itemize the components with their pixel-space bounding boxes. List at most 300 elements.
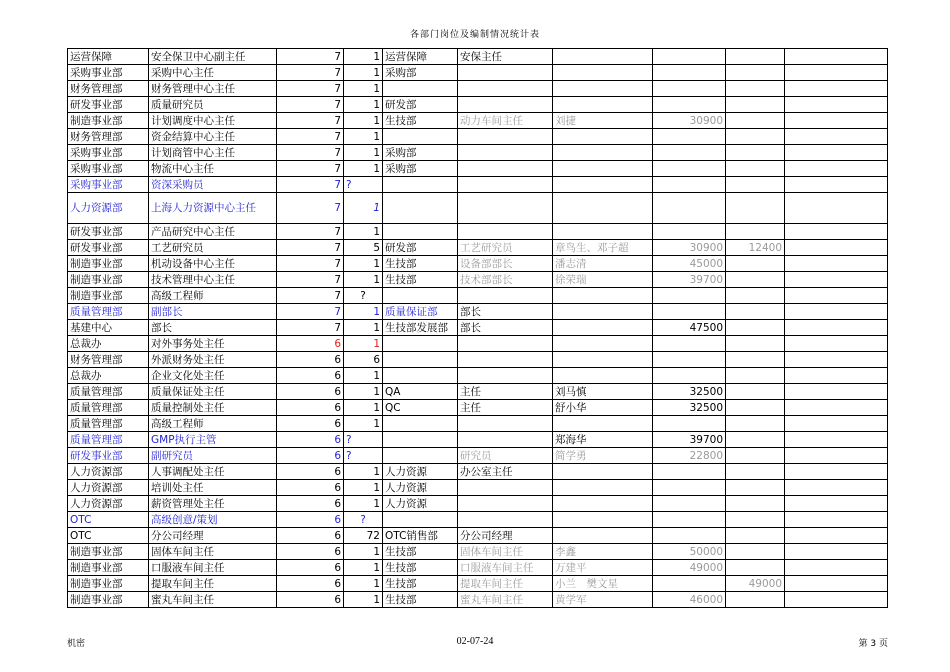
cell-extra-2[interactable] (785, 528, 888, 544)
cell-salary[interactable] (653, 97, 726, 113)
cell-headcount[interactable]: 1 (344, 336, 383, 352)
cell-extra-2[interactable] (785, 129, 888, 145)
cell-salary[interactable]: 32500 (653, 400, 726, 416)
cell-position[interactable]: 财务管理中心主任 (149, 81, 277, 97)
cell-mapped-title[interactable]: 固体车间主任 (458, 544, 553, 560)
cell-position[interactable]: 计划商管中心主任 (149, 145, 277, 161)
cell-holder[interactable] (553, 177, 653, 193)
cell-extra-1[interactable] (726, 512, 785, 528)
cell-extra-1[interactable] (726, 496, 785, 512)
cell-extra-2[interactable] (785, 576, 888, 592)
cell-grade[interactable]: 7 (277, 288, 344, 304)
cell-extra-1[interactable] (726, 480, 785, 496)
cell-mapped-dept[interactable]: 生技部 (383, 272, 458, 288)
cell-department[interactable]: 采购事业部 (68, 161, 149, 177)
cell-mapped-dept[interactable]: 生技部 (383, 592, 458, 608)
cell-extra-2[interactable] (785, 161, 888, 177)
cell-grade[interactable]: 7 (277, 145, 344, 161)
cell-grade[interactable]: 6 (277, 480, 344, 496)
cell-extra-1[interactable] (726, 97, 785, 113)
cell-extra-2[interactable] (785, 592, 888, 608)
cell-salary[interactable] (653, 528, 726, 544)
cell-headcount[interactable]: 1 (344, 49, 383, 65)
cell-mapped-title[interactable]: 蜜丸车间主任 (458, 592, 553, 608)
cell-holder[interactable]: 黄学军 (553, 592, 653, 608)
cell-extra-1[interactable] (726, 113, 785, 129)
cell-mapped-title[interactable]: 技术部部长 (458, 272, 553, 288)
cell-holder[interactable] (553, 464, 653, 480)
cell-extra-2[interactable] (785, 81, 888, 97)
cell-extra-2[interactable] (785, 352, 888, 368)
cell-mapped-title[interactable]: 主任 (458, 384, 553, 400)
cell-holder[interactable] (553, 65, 653, 81)
cell-mapped-title[interactable]: 研究员 (458, 448, 553, 464)
cell-headcount[interactable]: 1 (344, 304, 383, 320)
cell-salary[interactable] (653, 576, 726, 592)
cell-mapped-dept[interactable]: 采购部 (383, 145, 458, 161)
cell-mapped-dept[interactable]: 采购部 (383, 65, 458, 81)
cell-salary[interactable] (653, 368, 726, 384)
cell-salary[interactable] (653, 304, 726, 320)
cell-mapped-dept[interactable]: OTC销售部 (383, 528, 458, 544)
cell-department[interactable]: 财务管理部 (68, 129, 149, 145)
cell-headcount[interactable]: 1 (344, 129, 383, 145)
cell-position[interactable]: 高级工程师 (149, 288, 277, 304)
cell-salary[interactable]: 30900 (653, 113, 726, 129)
cell-extra-2[interactable] (785, 97, 888, 113)
cell-salary[interactable]: 50000 (653, 544, 726, 560)
cell-extra-2[interactable] (785, 49, 888, 65)
cell-department[interactable]: 制造事业部 (68, 288, 149, 304)
cell-salary[interactable] (653, 288, 726, 304)
cell-headcount[interactable]: 1 (344, 256, 383, 272)
cell-extra-2[interactable] (785, 256, 888, 272)
cell-position[interactable]: 部长 (149, 320, 277, 336)
cell-headcount[interactable]: 1 (344, 320, 383, 336)
cell-department[interactable]: 质量管理部 (68, 416, 149, 432)
cell-holder[interactable] (553, 97, 653, 113)
cell-extra-1[interactable] (726, 161, 785, 177)
cell-extra-1[interactable] (726, 592, 785, 608)
cell-department[interactable]: 制造事业部 (68, 592, 149, 608)
cell-extra-1[interactable] (726, 416, 785, 432)
cell-holder[interactable]: 简学勇 (553, 448, 653, 464)
cell-department[interactable]: 制造事业部 (68, 272, 149, 288)
cell-department[interactable]: 制造事业部 (68, 113, 149, 129)
cell-grade[interactable]: 7 (277, 129, 344, 145)
cell-salary[interactable] (653, 193, 726, 224)
cell-holder[interactable] (553, 480, 653, 496)
cell-grade[interactable]: 7 (277, 177, 344, 193)
cell-position[interactable]: 物流中心主任 (149, 161, 277, 177)
cell-salary[interactable] (653, 177, 726, 193)
cell-position[interactable]: 口服液车间主任 (149, 560, 277, 576)
cell-extra-2[interactable] (785, 560, 888, 576)
cell-salary[interactable] (653, 129, 726, 145)
cell-extra-1[interactable] (726, 352, 785, 368)
cell-grade[interactable]: 6 (277, 384, 344, 400)
cell-extra-1[interactable]: 12400 (726, 240, 785, 256)
cell-department[interactable]: 财务管理部 (68, 352, 149, 368)
cell-mapped-title[interactable]: 动力车间主任 (458, 113, 553, 129)
cell-holder[interactable]: 小兰 樊文星 (553, 576, 653, 592)
cell-headcount[interactable]: 1 (344, 65, 383, 81)
cell-position[interactable]: 固体车间主任 (149, 544, 277, 560)
cell-extra-2[interactable] (785, 400, 888, 416)
cell-extra-1[interactable] (726, 288, 785, 304)
cell-department[interactable]: 质量管理部 (68, 400, 149, 416)
cell-extra-2[interactable] (785, 193, 888, 224)
cell-extra-1[interactable] (726, 560, 785, 576)
cell-department[interactable]: 研发事业部 (68, 97, 149, 113)
cell-grade[interactable]: 6 (277, 576, 344, 592)
cell-position[interactable]: 蜜丸车间主任 (149, 592, 277, 608)
cell-holder[interactable]: 潘志清 (553, 256, 653, 272)
cell-mapped-title[interactable] (458, 416, 553, 432)
cell-grade[interactable]: 6 (277, 544, 344, 560)
cell-holder[interactable] (553, 320, 653, 336)
cell-mapped-title[interactable] (458, 193, 553, 224)
cell-holder[interactable] (553, 304, 653, 320)
cell-mapped-dept[interactable] (383, 129, 458, 145)
cell-mapped-title[interactable] (458, 224, 553, 240)
cell-holder[interactable] (553, 129, 653, 145)
cell-headcount[interactable]: 1 (344, 145, 383, 161)
cell-extra-2[interactable] (785, 480, 888, 496)
cell-holder[interactable] (553, 49, 653, 65)
cell-department[interactable]: 人力资源部 (68, 496, 149, 512)
cell-extra-1[interactable] (726, 528, 785, 544)
cell-headcount[interactable]: 1 (344, 496, 383, 512)
cell-extra-2[interactable] (785, 177, 888, 193)
cell-headcount[interactable]: 1 (344, 464, 383, 480)
cell-position[interactable]: 上海人力资源中心主任 (149, 193, 277, 224)
cell-grade[interactable]: 7 (277, 224, 344, 240)
cell-extra-2[interactable] (785, 416, 888, 432)
cell-mapped-title[interactable] (458, 81, 553, 97)
cell-mapped-title[interactable] (458, 288, 553, 304)
cell-mapped-dept[interactable]: 运营保障 (383, 49, 458, 65)
cell-headcount[interactable]: 1 (344, 368, 383, 384)
cell-holder[interactable]: 刘捷 (553, 113, 653, 129)
cell-mapped-dept[interactable]: 研发部 (383, 240, 458, 256)
cell-extra-1[interactable] (726, 177, 785, 193)
cell-position[interactable]: 技术管理中心主任 (149, 272, 277, 288)
cell-extra-1[interactable] (726, 320, 785, 336)
cell-mapped-title[interactable]: 提取车间主任 (458, 576, 553, 592)
cell-extra-2[interactable] (785, 240, 888, 256)
cell-holder[interactable] (553, 288, 653, 304)
cell-department[interactable]: 采购事业部 (68, 177, 149, 193)
cell-position[interactable]: 培训处主任 (149, 480, 277, 496)
cell-extra-1[interactable] (726, 193, 785, 224)
cell-holder[interactable]: 舒小华 (553, 400, 653, 416)
cell-grade[interactable]: 7 (277, 304, 344, 320)
cell-extra-2[interactable] (785, 496, 888, 512)
cell-department[interactable]: 质量管理部 (68, 304, 149, 320)
cell-headcount[interactable]: 1 (344, 592, 383, 608)
cell-holder[interactable]: 徐荣瑞 (553, 272, 653, 288)
cell-extra-1[interactable] (726, 272, 785, 288)
cell-grade[interactable]: 6 (277, 400, 344, 416)
cell-department[interactable]: 质量管理部 (68, 432, 149, 448)
cell-headcount[interactable]: 1 (344, 480, 383, 496)
cell-holder[interactable] (553, 193, 653, 224)
cell-position[interactable]: GMP执行主管 (149, 432, 277, 448)
cell-position[interactable]: 企业文化处主任 (149, 368, 277, 384)
cell-grade[interactable]: 6 (277, 432, 344, 448)
cell-holder[interactable] (553, 416, 653, 432)
cell-holder[interactable] (553, 352, 653, 368)
cell-holder[interactable]: 刘马慎 (553, 384, 653, 400)
cell-holder[interactable] (553, 81, 653, 97)
cell-grade[interactable]: 7 (277, 193, 344, 224)
cell-department[interactable]: 质量管理部 (68, 384, 149, 400)
cell-extra-1[interactable] (726, 129, 785, 145)
cell-salary[interactable] (653, 352, 726, 368)
cell-mapped-dept[interactable] (383, 177, 458, 193)
cell-salary[interactable] (653, 464, 726, 480)
cell-extra-1[interactable]: 49000 (726, 576, 785, 592)
cell-mapped-dept[interactable]: 采购部 (383, 161, 458, 177)
cell-position[interactable]: 对外事务处主任 (149, 336, 277, 352)
cell-mapped-dept[interactable]: 研发部 (383, 97, 458, 113)
cell-position[interactable]: 人事调配处主任 (149, 464, 277, 480)
cell-extra-1[interactable] (726, 432, 785, 448)
cell-holder[interactable] (553, 368, 653, 384)
cell-mapped-dept[interactable]: 质量保证部 (383, 304, 458, 320)
cell-salary[interactable] (653, 49, 726, 65)
cell-position[interactable]: 高级创意/策划 (149, 512, 277, 528)
cell-position[interactable]: 工艺研究员 (149, 240, 277, 256)
cell-holder[interactable] (553, 496, 653, 512)
cell-department[interactable]: 财务管理部 (68, 81, 149, 97)
cell-salary[interactable] (653, 416, 726, 432)
cell-mapped-title[interactable] (458, 336, 553, 352)
cell-salary[interactable]: 22800 (653, 448, 726, 464)
cell-department[interactable]: 制造事业部 (68, 560, 149, 576)
cell-position[interactable]: 质量控制处主任 (149, 400, 277, 416)
cell-position[interactable]: 提取车间主任 (149, 576, 277, 592)
cell-mapped-dept[interactable] (383, 416, 458, 432)
cell-mapped-dept[interactable]: QC (383, 400, 458, 416)
cell-grade[interactable]: 6 (277, 464, 344, 480)
cell-position[interactable]: 质量研究员 (149, 97, 277, 113)
cell-extra-1[interactable] (726, 336, 785, 352)
cell-position[interactable]: 高级工程师 (149, 416, 277, 432)
cell-department[interactable]: 采购事业部 (68, 145, 149, 161)
cell-grade[interactable]: 7 (277, 320, 344, 336)
cell-salary[interactable] (653, 480, 726, 496)
cell-headcount[interactable]: 1 (344, 384, 383, 400)
cell-headcount[interactable]: 1 (344, 416, 383, 432)
cell-grade[interactable]: 6 (277, 496, 344, 512)
cell-extra-2[interactable] (785, 65, 888, 81)
cell-extra-1[interactable] (726, 256, 785, 272)
cell-department[interactable]: 总裁办 (68, 336, 149, 352)
cell-headcount[interactable]: ? (344, 512, 383, 528)
cell-mapped-title[interactable]: 工艺研究员 (458, 240, 553, 256)
cell-extra-1[interactable] (726, 400, 785, 416)
cell-mapped-title[interactable] (458, 177, 553, 193)
cell-headcount[interactable]: 6 (344, 352, 383, 368)
cell-mapped-title[interactable] (458, 480, 553, 496)
cell-mapped-dept[interactable] (383, 336, 458, 352)
cell-mapped-title[interactable]: 口服液车间主任 (458, 560, 553, 576)
cell-grade[interactable]: 6 (277, 416, 344, 432)
cell-extra-1[interactable] (726, 145, 785, 161)
cell-salary[interactable] (653, 145, 726, 161)
cell-salary[interactable] (653, 336, 726, 352)
cell-grade[interactable]: 6 (277, 560, 344, 576)
cell-mapped-dept[interactable]: 生技部发展部 (383, 320, 458, 336)
cell-extra-2[interactable] (785, 113, 888, 129)
cell-extra-1[interactable] (726, 448, 785, 464)
cell-position[interactable]: 质量保证处主任 (149, 384, 277, 400)
cell-salary[interactable]: 47500 (653, 320, 726, 336)
cell-headcount[interactable]: 1 (344, 224, 383, 240)
cell-mapped-title[interactable]: 主任 (458, 400, 553, 416)
cell-mapped-dept[interactable] (383, 352, 458, 368)
cell-grade[interactable]: 6 (277, 592, 344, 608)
cell-holder[interactable] (553, 224, 653, 240)
cell-mapped-dept[interactable]: 生技部 (383, 544, 458, 560)
cell-headcount[interactable]: 1 (344, 81, 383, 97)
cell-mapped-title[interactable] (458, 352, 553, 368)
cell-holder[interactable] (553, 512, 653, 528)
cell-grade[interactable]: 6 (277, 448, 344, 464)
cell-salary[interactable]: 46000 (653, 592, 726, 608)
cell-position[interactable]: 分公司经理 (149, 528, 277, 544)
cell-position[interactable]: 采购中心主任 (149, 65, 277, 81)
cell-position[interactable]: 产品研究中心主任 (149, 224, 277, 240)
cell-extra-2[interactable] (785, 384, 888, 400)
cell-mapped-dept[interactable]: 人力资源 (383, 496, 458, 512)
cell-department[interactable]: 制造事业部 (68, 576, 149, 592)
cell-mapped-dept[interactable]: QA (383, 384, 458, 400)
cell-headcount[interactable]: 1 (344, 161, 383, 177)
cell-mapped-title[interactable] (458, 65, 553, 81)
cell-position[interactable]: 外派财务处主任 (149, 352, 277, 368)
cell-headcount[interactable]: 1 (344, 97, 383, 113)
cell-department[interactable]: 研发事业部 (68, 448, 149, 464)
cell-extra-2[interactable] (785, 288, 888, 304)
cell-grade[interactable]: 6 (277, 352, 344, 368)
cell-extra-2[interactable] (785, 448, 888, 464)
cell-position[interactable]: 副部长 (149, 304, 277, 320)
cell-headcount[interactable]: 1 (344, 544, 383, 560)
cell-holder[interactable]: 郑海华 (553, 432, 653, 448)
cell-extra-1[interactable] (726, 464, 785, 480)
cell-salary[interactable]: 30900 (653, 240, 726, 256)
cell-grade[interactable]: 7 (277, 49, 344, 65)
cell-mapped-title[interactable] (458, 432, 553, 448)
cell-position[interactable]: 安全保卫中心副主任 (149, 49, 277, 65)
cell-mapped-title[interactable] (458, 97, 553, 113)
cell-headcount[interactable]: 5 (344, 240, 383, 256)
cell-department[interactable]: OTC (68, 512, 149, 528)
cell-mapped-dept[interactable]: 生技部 (383, 113, 458, 129)
cell-position[interactable]: 薪资管理处主任 (149, 496, 277, 512)
cell-salary[interactable]: 49000 (653, 560, 726, 576)
cell-salary[interactable] (653, 224, 726, 240)
cell-mapped-title[interactable] (458, 512, 553, 528)
cell-grade[interactable]: 7 (277, 65, 344, 81)
cell-mapped-title[interactable] (458, 368, 553, 384)
cell-grade[interactable]: 7 (277, 240, 344, 256)
cell-position[interactable]: 资金结算中心主任 (149, 129, 277, 145)
cell-mapped-dept[interactable] (383, 432, 458, 448)
cell-grade[interactable]: 7 (277, 81, 344, 97)
cell-mapped-title[interactable] (458, 496, 553, 512)
cell-department[interactable]: 制造事业部 (68, 544, 149, 560)
cell-mapped-title[interactable]: 部长 (458, 320, 553, 336)
cell-position[interactable]: 计划调度中心主任 (149, 113, 277, 129)
cell-holder[interactable] (553, 528, 653, 544)
cell-department[interactable]: 基建中心 (68, 320, 149, 336)
cell-mapped-title[interactable]: 分公司经理 (458, 528, 553, 544)
cell-salary[interactable] (653, 81, 726, 97)
cell-headcount[interactable]: ? (344, 448, 383, 464)
cell-holder[interactable]: 李鑫 (553, 544, 653, 560)
cell-extra-1[interactable] (726, 224, 785, 240)
cell-mapped-title[interactable] (458, 161, 553, 177)
cell-extra-2[interactable] (785, 320, 888, 336)
cell-extra-2[interactable] (785, 336, 888, 352)
cell-grade[interactable]: 7 (277, 256, 344, 272)
cell-headcount[interactable]: 1 (344, 193, 383, 224)
cell-department[interactable]: 总裁办 (68, 368, 149, 384)
cell-department[interactable]: 人力资源部 (68, 464, 149, 480)
cell-mapped-dept[interactable]: 人力资源 (383, 480, 458, 496)
cell-headcount[interactable]: 72 (344, 528, 383, 544)
cell-holder[interactable]: 万建平 (553, 560, 653, 576)
cell-department[interactable]: 人力资源部 (68, 480, 149, 496)
cell-grade[interactable]: 6 (277, 336, 344, 352)
cell-department[interactable]: 研发事业部 (68, 224, 149, 240)
cell-salary[interactable] (653, 496, 726, 512)
cell-extra-2[interactable] (785, 272, 888, 288)
cell-headcount[interactable]: ? (344, 177, 383, 193)
cell-mapped-dept[interactable]: 生技部 (383, 256, 458, 272)
cell-extra-1[interactable] (726, 49, 785, 65)
cell-extra-2[interactable] (785, 544, 888, 560)
cell-headcount[interactable]: ? (344, 432, 383, 448)
cell-mapped-title[interactable] (458, 129, 553, 145)
cell-extra-2[interactable] (785, 512, 888, 528)
cell-extra-2[interactable] (785, 224, 888, 240)
cell-holder[interactable] (553, 145, 653, 161)
cell-grade[interactable]: 7 (277, 113, 344, 129)
cell-mapped-title[interactable]: 部长 (458, 304, 553, 320)
cell-grade[interactable]: 7 (277, 161, 344, 177)
cell-headcount[interactable]: 1 (344, 272, 383, 288)
cell-mapped-title[interactable]: 办公室主任 (458, 464, 553, 480)
cell-extra-1[interactable] (726, 304, 785, 320)
cell-department[interactable]: 制造事业部 (68, 256, 149, 272)
cell-mapped-title[interactable] (458, 145, 553, 161)
cell-department[interactable]: 采购事业部 (68, 65, 149, 81)
cell-extra-2[interactable] (785, 145, 888, 161)
cell-grade[interactable]: 7 (277, 97, 344, 113)
cell-extra-2[interactable] (785, 304, 888, 320)
cell-mapped-dept[interactable]: 生技部 (383, 560, 458, 576)
cell-department[interactable]: 人力资源部 (68, 193, 149, 224)
cell-mapped-dept[interactable] (383, 368, 458, 384)
cell-grade[interactable]: 6 (277, 512, 344, 528)
cell-position[interactable]: 机动设备中心主任 (149, 256, 277, 272)
cell-headcount[interactable]: ? (344, 288, 383, 304)
